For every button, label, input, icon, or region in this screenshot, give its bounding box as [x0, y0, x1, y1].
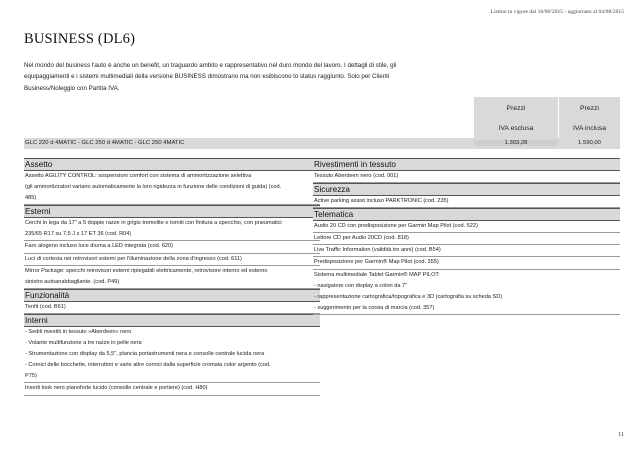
price-incl-vat: 1.590,00: [578, 140, 601, 146]
row-line: sinistro autoanabbagliante. (cod. P49): [25, 278, 120, 285]
row-line: (gli ammortizzatori variano automaticamente la loro rigidezza in funzione delle condizioni di guida) (cod.: [25, 184, 282, 191]
row-line: P75): [25, 373, 37, 380]
equipment-row: [24, 327, 320, 383]
price-header-incl: [559, 97, 620, 138]
equipment-row: [313, 257, 620, 269]
equipment-row: [24, 171, 320, 205]
left-column: [24, 158, 320, 396]
equipment-row: [313, 221, 620, 233]
equipment-row: [313, 245, 620, 257]
price-header-incl-line2: IVA inclusa: [572, 125, 607, 132]
equipment-row: [24, 241, 320, 253]
row-line: - Cornici delle bocchette, interruttori e varie altre cornici dalla superficie cromata color argento (cod.: [25, 362, 271, 369]
section-header-funzionalita: Funzionalità: [24, 289, 320, 302]
row-line: Tessuto Aberdeen nero (cod. 001): [314, 173, 399, 179]
row-line: Live Traffic Information (validità tre anni) (cod. B54): [314, 247, 441, 254]
section-header-rivestimenti: Rivestimenti in tessuto: [313, 158, 620, 171]
price-header-excl: [474, 97, 558, 138]
price-header-incl-line1: Prezzi: [580, 105, 599, 112]
row-line: - Sedili rivestiti in tessuto »Aberdeen« nero: [25, 328, 132, 335]
equipment-row: [313, 171, 620, 183]
price-header-excl-line2: IVA esclusa: [498, 125, 534, 132]
price-header-excl-line1: Prezzi: [506, 105, 526, 112]
price-excl-vat: 1.303,28: [474, 140, 558, 146]
row-line: - Volante multifunzione a tre razze in pelle nera: [25, 340, 142, 347]
section-header-telematica: Telematica: [313, 208, 620, 221]
row-line: Mirror Package: specchi retrovisori esterni ripiegabili elettricamente, retrovisore interno ed esterno: [25, 267, 268, 274]
row-line: Faro alogeno incluso luce diurna a LED integrata (cod. 620): [25, 243, 174, 250]
row-line: Audio 20 CD con predisposizione per Garmin Map Pilot (cod. 522): [314, 223, 478, 230]
equipment-row: [24, 254, 320, 266]
page-title: BUSINESS (DL6): [24, 31, 136, 47]
row-line: - navigatore con display a colori da 7": [314, 282, 408, 289]
page-number: 11: [618, 432, 624, 438]
equipment-row: [24, 383, 320, 395]
section-header-sicurezza: Sicurezza: [313, 183, 620, 196]
row-line: 235/65 R17 su 7,5 J x 17 ET 36 (cod. R04): [25, 231, 132, 238]
row-line: Cerchi in lega da 17" a 5 doppie razze in grigio tremolite e torniti con finitura a specchio, con pneumatici: [25, 220, 282, 227]
row-line: Tenfit (cod. B61): [25, 303, 66, 310]
row-line: - suggerimento per la corsia di marcia (cod. 357): [314, 304, 435, 311]
model-list: GLC 220 d 4MATIC - GLC 250 d 4MATIC - GLC 250 4MATIC: [25, 140, 185, 146]
equipment-row: [313, 196, 620, 208]
equipment-row: [24, 218, 320, 241]
row-line: - Strumentazione con display da 5,5", plancia portastrumenti nera e consolle centrale lucida nera: [25, 351, 265, 358]
row-line: Lettore CD per Audio 20CD (cod. 818): [314, 235, 409, 242]
equipment-row: [313, 270, 620, 315]
model-price-row: [24, 138, 620, 149]
section-header-interni: Interni: [24, 314, 320, 327]
row-line: Predisposizione per Garmin® Map Pilot (cod. 355): [314, 259, 439, 266]
row-line: Active parking assist incluso PARKTRONIC (cod. 235): [314, 198, 449, 205]
row-line: Luci di cortesia nei retrovisori esterni per l'illuminazione della zona d'ingresso (cod. 611): [25, 255, 242, 262]
right-column: [313, 158, 620, 315]
row-line: - rappresentazione cartografica/topografica e 3D (cartografia su scheda SD): [314, 293, 503, 300]
row-line: Assetto AGILITY CONTROL: sospensioni comfort con sistema di ammortizzazione selettiva: [25, 173, 252, 179]
equipment-row: [24, 266, 320, 289]
section-header-assetto: Assetto: [24, 158, 320, 171]
listino-validity: Listino in vigore dal 18/06/2015 - aggiornato al 04/08/2015: [490, 9, 624, 15]
equipment-row: [24, 302, 320, 314]
section-header-esterni: Esterni: [24, 205, 320, 218]
row-line: Inserti look nero pianoforte lucido (consolle centrale e portiere) (cod. H80): [25, 385, 208, 392]
row-line: Sistema multimediale Tablet Garmin® MAP PILOT:: [314, 271, 440, 278]
equipment-row: [313, 233, 620, 245]
intro-paragraph: Nel mondo del business l'auto è anche un benefit, un traguardo ambito e rappresentativo nel duro mondo del lavoro. I dettagli di stile, gli equipaggiamenti e i sistemi multimediali della versione BUSINESS dimostrano ma non esibiscono lo status raggiunto. Solo per Clienti Business/Noleggio con Partita IVA.: [24, 62, 397, 92]
row-line: 485): [25, 195, 37, 202]
